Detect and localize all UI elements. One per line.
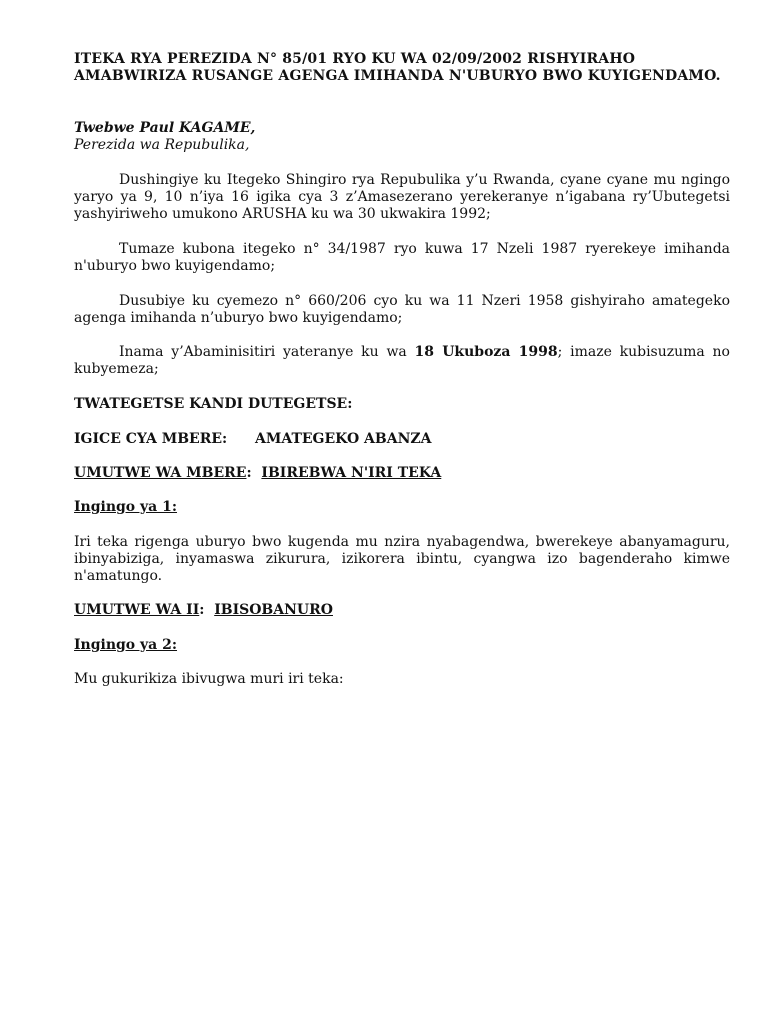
- preamble-p4-end: ; imaze kubisuzuma no kubyemeza;: [74, 344, 730, 377]
- article-2-text: Mu gukurikiza ibivugwa muri iri teka:: [74, 671, 344, 687]
- signatory-block: [74, 120, 730, 154]
- title-line-2: AMABWIRIZA RUSANGE AGENGA IMIHANDA N'UBURYO BWO KUYIGENDAMO.: [74, 68, 721, 84]
- article-2-heading: Ingingo ya 2:: [74, 637, 178, 653]
- part-label: IGICE CYA MBERE:: [74, 431, 228, 447]
- decree-statement: TWATEGETSE KANDI DUTEGETSE:: [74, 396, 353, 412]
- meeting-date: 18 Ukuboza 1998: [414, 344, 558, 360]
- preamble-paragraph-3: Dusubiye ku cyemezo n° 660/206 cyo ku wa 11 Nzeri 1958 gishyiraho amategeko agenga imihanda n’uburyo bwo kuyigendamo;: [74, 293, 730, 326]
- chapter-2-label: UMUTWE WA II: [74, 602, 200, 618]
- article-1-text: Iri teka rigenga uburyo bwo kugenda mu nzira nyabagendwa, bwerekeye abanyamaguru, ibinyabiziga, inyamaswa zikurura, izikorera ibintu, cyangwa izo bagenderaho kimwe n'amatungo.: [74, 534, 730, 584]
- chapter-1-heading: UMUTWE WA MBERE: IBIREBWA N'IRI TEKA: [74, 465, 442, 481]
- preamble-paragraph-1: Dushingiye ku Itegeko Shingiro rya Repubulika y’u Rwanda, cyane cyane mu ngingo yaryo ya 9, 10 n’iya 16 igika cya 3 z’Amasezerano yerekeranye n’igabana ry’Ubutegetsi yashyiriweho umukono ARUSHA ku wa 30 ukwakira 1992;: [74, 172, 730, 222]
- signatory-office: Perezida wa Repubulika,: [74, 137, 250, 153]
- chapter-1-label: UMUTWE WA MBERE: [74, 465, 247, 481]
- article-1-heading: Ingingo ya 1:: [74, 499, 178, 515]
- signatory-name: Twebwe Paul KAGAME,: [74, 120, 256, 136]
- decree-title: [74, 51, 730, 85]
- title-line-1: ITEKA RYA PEREZIDA N° 85/01 RYO KU WA 02/09/2002 RISHYIRAHO: [74, 51, 636, 67]
- chapter-2-heading: UMUTWE WA II: IBISOBANURO: [74, 602, 333, 618]
- preamble-paragraph-4: [74, 344, 730, 378]
- preamble-p4-text: Inama y’Abaminisitiri yateranye ku wa: [119, 344, 415, 360]
- part-heading: [74, 431, 730, 448]
- preamble-paragraph-2: Tumaze kubona itegeko n° 34/1987 ryo kuwa 17 Nzeli 1987 ryerekeye imihanda n'uburyo bwo kuyigendamo;: [74, 241, 730, 274]
- chapter-2-title: IBISOBANURO: [214, 602, 333, 618]
- chapter-1-title: IBIREBWA N'IRI TEKA: [261, 465, 442, 481]
- part-title: AMATEGEKO ABANZA: [255, 431, 432, 447]
